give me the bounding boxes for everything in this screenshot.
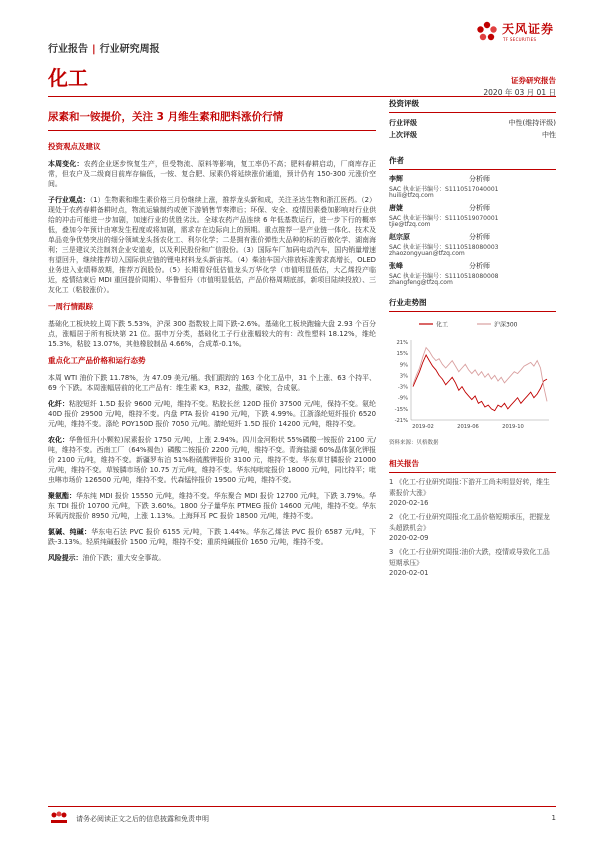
related-report-date: 2020-02-01 xyxy=(389,569,429,577)
related-report-item[interactable] xyxy=(389,512,556,547)
author-email[interactable]: zhangfeng@tfzq.com xyxy=(389,279,453,286)
chart-source: 资料来源：贝格数据 xyxy=(389,440,439,446)
paragraph-agrochem xyxy=(48,435,376,485)
text-weekly: 农药企业逐步恢复生产，但受物流、原料等影响，复工率仍不高；肥料春耕启动，厂商库存正常，但农户及二级商目前库存偏低，一铵、复合肥、尿素仍将延续涨价通道，预计仍有 150-300 元涨价空间。 xyxy=(48,160,377,188)
breadcrumb-separator: | xyxy=(92,44,96,55)
related-report-title[interactable]: 2 《化工-行业研究周报:化工品价格短期承压，把握龙头超跌机会》 xyxy=(389,513,550,532)
rating-heading: 投资评级 xyxy=(389,99,419,108)
author-entry xyxy=(389,261,556,287)
section-heading-prices: 重点化工产品价格和运行态势 xyxy=(48,356,146,365)
x-tick-label: 2019-02 xyxy=(412,424,434,430)
label-chlor-alkali: 氯碱、纯碱： xyxy=(48,528,92,536)
text-risk: 油价下跌；重大安全事故。 xyxy=(82,554,166,562)
author-entry xyxy=(389,232,556,258)
author-name: 李辉 xyxy=(389,175,403,183)
author-name: 唐婕 xyxy=(389,204,403,212)
rating-key: 行业评级 xyxy=(389,119,417,127)
author-entry xyxy=(389,174,556,200)
y-tick-label: 9% xyxy=(399,362,408,369)
rating-divider xyxy=(389,112,556,113)
authors-heading: 作者 xyxy=(389,156,404,165)
trend-divider xyxy=(389,311,556,312)
y-tick-label: -3% xyxy=(397,384,408,391)
series-line-chemical xyxy=(413,355,547,411)
page-number: 1 xyxy=(551,814,556,822)
report-subtitle: 尿素和一铵提价，关注 3 月维生素和肥料涨价行情 xyxy=(48,111,284,123)
trend-heading: 行业走势图 xyxy=(389,298,427,307)
text-sub-industry: （1）生物素和维生素价格三月份继续上涨，推荐龙头新和成，关注圣达生物和浙江医药。（2）现处于农药春耕备耕时点，物流运输制约或使下游销售节奏滞后；环保、安全、疫情因素叠加影响对行业供给的冲击可能进一步加剧，加速行业的优胜劣汰。全球农药产品连续 6 年低基数运行，进一步下行的概率低，叠加今年预计由寒发生程度或将加剧，需求存在边际向上的预期。重点推荐一是产业链一体化、技术及单品竞争优势突出的细分领域龙头扬农化工、利尔化学；二是拥有涨价弹性大品种的标的百傲化学、湖南海利；三是建议关注制剂企业安道麦，以及利民股份和广信股份。（3）国际车厂加码电动汽车，国内销量增速有望回升，继续推荐切入国际供应链的锂电材料龙头新宙邦。（4）柴油车国六排放标准需求高增长，OLED 业务进入业绩释放期，推荐万润股份。（5）长期看好低估值龙头万华化学（市值明显低估，大乙烯投产临近，疫情结束后 MDI 重回提价周期）、华鲁恒升（市值明显低估，产品价格周期底部，新项目陆续投放）、三友化工（粘胶涨价）。 xyxy=(48,196,377,294)
logo-subtext: TF SECURITIES xyxy=(503,37,537,42)
paragraph-prices: 本周 WTI 油价下跌 11.78%，为 47.09 美元/桶。我们跟踪的 163 个化工品中，31 个上涨、63 个持平、69 个下跌。本周涨幅居前的化工产品有：维生素 K3，R32，盐酸，碳铵，合成氨。 xyxy=(48,374,376,392)
y-tick-label: -15% xyxy=(394,406,408,413)
paragraph-fiber xyxy=(48,399,376,429)
footer-divider xyxy=(48,806,556,807)
y-tick-label: 21% xyxy=(396,340,408,346)
page-title: 化工 xyxy=(48,66,88,90)
label-agrochem: 农化： xyxy=(48,436,70,444)
related-report-date: 2020-02-09 xyxy=(389,534,429,542)
label-sub-industry: 子行业观点： xyxy=(48,196,90,204)
breadcrumb-weekly: 行业研究周报 xyxy=(99,44,160,55)
related-report-item[interactable] xyxy=(389,547,556,582)
paragraph-market: 基础化工板块较上周下跌 5.53%，沪深 300 指数较上周下跌-2.6%。基础化工板块跑输大盘 2.93 个百分点，涨幅居于所有板块第 21 位。据申万分类，基础化工子行业涨幅较大的有：改性塑料 18.12%，维纶 15.3%，粘胶 13.07%，其他橡胶制品 4.66%，合成革-0.1%。 xyxy=(48,320,376,348)
logo-flower-icon xyxy=(476,21,498,43)
text-chlor-alkali: 华东电石法 PVC 报价 6155 元/吨，下跌 1.44%。华东乙烯法 PVC 报价 6587 元/吨，下跌-3.13%。轻质纯碱报价 1500 元/吨，维持不变；重质纯碱报价 1650 元/吨，维持不变。 xyxy=(48,528,376,546)
logo-text: 天风证券 xyxy=(502,22,555,36)
subtitle-divider xyxy=(48,130,376,131)
rating-value: 中性(维持评级) xyxy=(508,119,556,127)
author-email[interactable]: huili@tfzq.com xyxy=(389,192,434,199)
section-heading-investment: 投资观点及建议 xyxy=(48,142,101,151)
author-role: 分析师 xyxy=(469,233,490,241)
main-content xyxy=(48,141,376,569)
authors-divider xyxy=(389,169,556,170)
rating-row xyxy=(389,117,556,129)
author-role: 分析师 xyxy=(469,262,490,270)
report-type: 证券研究报告 xyxy=(511,76,556,85)
rating-key: 上次评级 xyxy=(389,131,417,139)
author-role: 分析师 xyxy=(469,204,490,212)
text-polyurethane: 华东纯 MDI 报价 15550 元/吨，维持不变。华东聚合 MDI 报价 12700 元/吨，下跌 3.79%。华东 TDI 报价 10700 元/吨，下跌 3.60%。1800 分子量华东 PTMEG 报价 14600 元/吨，维持不变。华东环氧丙烷报价 8950 元/吨，上涨 1.13%。上海拜耳 PC 报价 18500 元/吨，维持不变。 xyxy=(48,492,376,520)
company-logo xyxy=(476,17,556,51)
label-polyurethane: 聚氨酯： xyxy=(48,492,77,500)
author-email[interactable]: zhaozongyuan@tfzq.com xyxy=(389,250,465,257)
related-report-date: 2020-02-16 xyxy=(389,499,429,507)
related-divider xyxy=(389,472,556,473)
paragraph-weekly-change xyxy=(48,159,376,189)
related-report-title[interactable]: 3 《化工-行业研究周报:油价大跌，疫情或导致化工品短期承压》 xyxy=(389,548,550,567)
label-weekly: 本周变化： xyxy=(48,160,84,168)
sidebar xyxy=(389,98,556,582)
footer-logo-icon xyxy=(48,810,70,826)
text-fiber: 粘胶短纤 1.5D 报价 9600 元/吨，维持不变。粘胶长丝 120D 报价 37500 元/吨，保持不变。氨纶 40D 报价 29500 元/吨，维持不变。内盘 PTA 报价 4190 元/吨，下跌 4.99%。江浙涤纶短纤报价 6520 元/吨，维持不变。涤纶 POY150D 报价 7050 元/吨。腈纶短纤 1.5D 报价 14200 元/吨，维持不变。 xyxy=(48,400,377,428)
related-report-title[interactable]: 1 《化工-行业研究周报:下游开工尚未明显好转，维生素报价大涨》 xyxy=(389,478,550,497)
label-fiber: 化纤： xyxy=(48,400,69,408)
author-cert: SAC 执业证书编号：S1110519070001 xyxy=(389,215,499,222)
rating-row xyxy=(389,129,556,141)
text-agrochem: 华鲁恒升(小颗粒)尿素报价 1750 元/吨，上涨 2.94%。四川金河粉状 55%磷酸一铵报价 2100 元/吨，维持不变。西南工厂（64%褐色）磷酸二铵报价 2200 元/吨，维持不变。青海盐湖 60%晶体氯化钾报价 2100 元/吨，维持不变。新疆罗布泊 51%粉硫酸钾报价 3100 元，维持不变。华东草甘膦报价 21000 元/吨，维持不变。草铵膦市场价 10.75 万元/吨，维持不变。华东纯吡啶报价 18000 元/吨，同比持平；吡虫啉市场价 126500 元/吨，维持不变。代森锰锌报价 19500 元/吨，维持不变。 xyxy=(48,436,377,484)
label-risk: 风险提示： xyxy=(48,554,83,562)
y-tick-label: 3% xyxy=(399,373,408,380)
author-role: 分析师 xyxy=(469,175,490,183)
rating-value: 中性 xyxy=(542,131,556,139)
footer-disclaimer: 请务必阅读正文之后的信息披露和免责申明 xyxy=(76,815,209,823)
series-line-csi300 xyxy=(413,348,547,402)
y-tick-label: 15% xyxy=(396,351,408,358)
paragraph-polyurethane xyxy=(48,491,376,521)
paragraph-risk xyxy=(48,553,376,563)
author-name: 张峰 xyxy=(389,262,403,270)
related-report-item[interactable] xyxy=(389,477,556,512)
related-heading: 相关报告 xyxy=(389,459,419,468)
section-heading-market: 一周行情跟踪 xyxy=(48,302,93,311)
author-email[interactable]: tjie@tfzq.com xyxy=(389,221,431,228)
y-tick-label: -21% xyxy=(394,418,408,424)
x-tick-label: 2019-06 xyxy=(457,424,479,430)
paragraph-chlor-alkali xyxy=(48,527,376,547)
author-entry xyxy=(389,203,556,229)
legend-label: 沪深300 xyxy=(494,321,518,329)
breadcrumb-report: 行业报告 xyxy=(48,44,88,55)
author-name: 赵宗原 xyxy=(389,233,410,241)
x-tick-label: 2019-10 xyxy=(502,424,524,430)
title-divider xyxy=(48,96,556,97)
author-cert: SAC 执业证书编号：S1110517040001 xyxy=(389,186,499,193)
industry-trend-chart xyxy=(389,316,556,436)
author-cert: SAC 执业证书编号：S1110518080003 xyxy=(389,244,499,251)
author-cert: SAC 执业证书编号：S1110518080008 xyxy=(389,273,499,280)
report-date: 2020 年 03 月 01 日 xyxy=(483,88,556,97)
breadcrumb xyxy=(48,40,160,55)
trend-chart-svg xyxy=(389,316,556,436)
legend-label: 化工 xyxy=(436,321,449,329)
y-tick-label: -9% xyxy=(397,395,408,402)
paragraph-sub-industry xyxy=(48,195,376,295)
